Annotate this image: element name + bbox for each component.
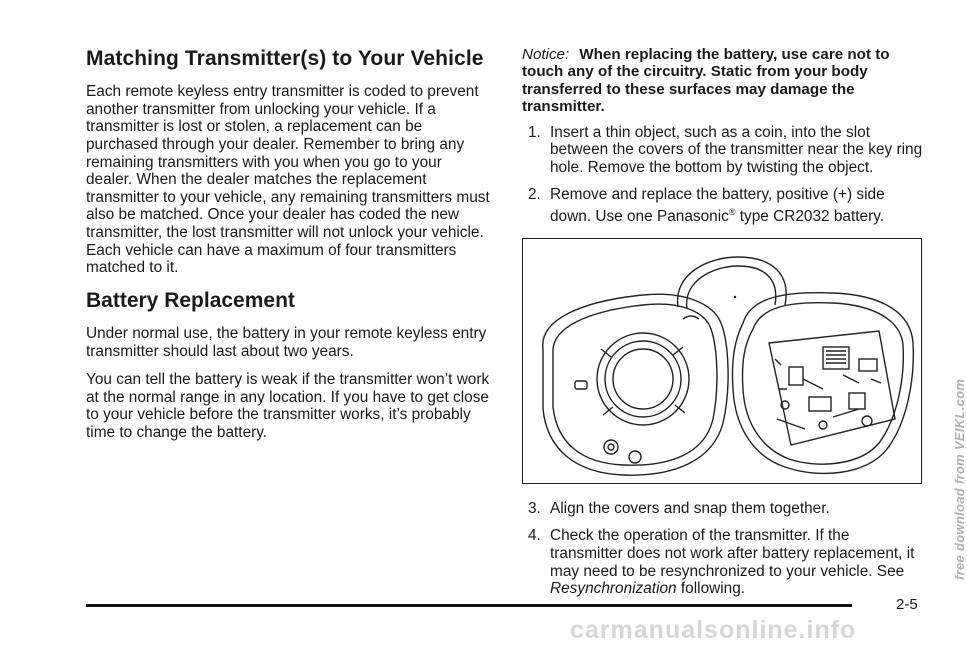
paragraph-battery-weak: You can tell the battery is weak if the transmitter won’t work at the normal range in any location. If you have to get close to your vehicle before the transmitter works, it’s probably time to change the battery. [86,371,490,441]
step-item [522,500,924,518]
page-number: 2-5 [896,596,918,613]
steps-list-b [522,500,924,598]
step-text: type CR2032 battery. [735,208,885,226]
notice-block [522,46,924,116]
step-number: 1. [528,123,541,141]
notice-label: Notice: [522,46,570,63]
right-column [522,46,924,608]
heading-battery-replacement: Battery Replacement [86,288,295,312]
registered-mark: ® [728,207,736,217]
transmitter-illustration [522,238,922,484]
step-text: Insert a thin object, such as a coin, into the slot between the covers of the transmitter near the key ring hole. Remove the bottom by twisting the object. [550,123,923,176]
transmitter-open-icon [523,239,923,485]
paragraph-matching: Each remote keyless entry transmitter is coded to prevent another transmitter from unlocking your vehicle. If a transmitter is lost or stolen, a replacement can be purchased through your dealer. Remember to bring any remaining transmitters with you when you go to your dealer. When the dealer matches the replacement transmitter to your vehicle, any remaining transmitters must also be matched. Once your dealer has coded the new transmitter, the lost transmitter will not unlock your vehicle. Each vehicle can have a maximum of four transmitters matched to it. [86,83,490,277]
heading-matching-transmitters: Matching Transmitter(s) to Your Vehicle [86,47,484,70]
step-text: Remove and replace the battery, positive (+) side down. Use one Panasonic [550,186,885,226]
step-text: following. [676,580,746,598]
notice-text: When replacing the battery, use care not to touch any of the circuitry. Static from your body transferred to these surfaces may damage the transmitter. [522,46,890,116]
step-number: 4. [528,527,541,545]
step-item [522,124,924,177]
step-item [522,186,924,225]
step-item [522,527,924,597]
left-column [86,46,492,452]
step-text: Check the operation of the transmitter. If the transmitter does not work after battery replacement, it may need to be resynchronized to your vehicle. See [550,527,915,580]
cross-reference: Resynchronization [550,580,677,598]
step-text: Align the covers and snap them together. [550,499,830,517]
side-watermark: free download from VEIKL.com [952,378,967,580]
step-number: 2. [528,186,541,204]
footer-rule [86,604,852,607]
steps-list-a [522,124,924,226]
bottom-watermark: carmanualsonline.info [570,616,857,644]
step-number: 3. [528,499,541,517]
paragraph-battery-life: Under normal use, the battery in your remote keyless entry transmitter should last about two years. [86,324,487,360]
